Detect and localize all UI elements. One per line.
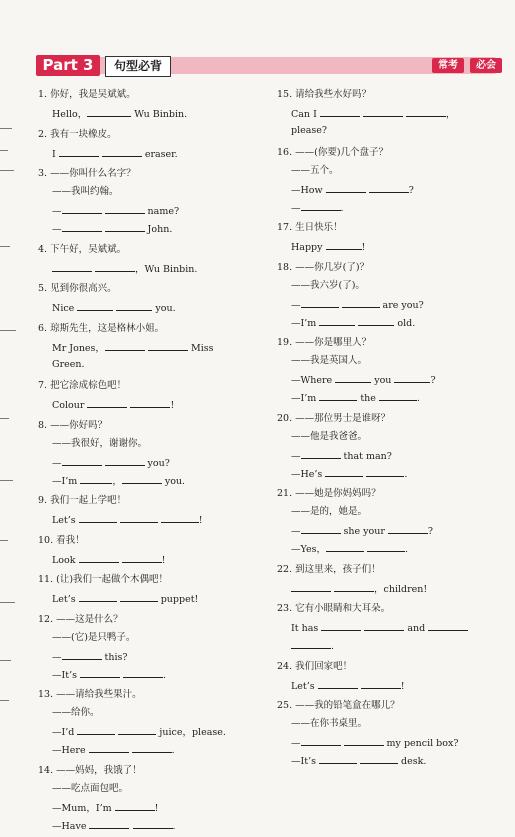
line-text: Look: [52, 554, 79, 566]
question-prompt: [38, 571, 266, 589]
answer-line: [277, 237, 502, 255]
answer-line: [38, 629, 266, 647]
fill-blank: [301, 521, 341, 534]
line-text: 18. ——你几岁(了)？: [277, 261, 370, 273]
fill-blank: [105, 453, 145, 466]
fill-blank: [366, 464, 404, 477]
answer-line: [277, 751, 502, 769]
line-text: ——我叫约翰。: [52, 186, 119, 197]
question-item: [277, 219, 502, 255]
line-text: .: [340, 202, 344, 214]
question-prompt: [38, 492, 266, 510]
question-item: [38, 280, 266, 316]
question-prompt: [277, 600, 502, 618]
line-text: Let’s: [52, 594, 79, 605]
question-item: [38, 686, 266, 758]
line-text: —: [291, 299, 301, 311]
line-text: 9. 我们一起上学吧！: [38, 495, 127, 506]
question-prompt: [277, 144, 502, 162]
question-prompt: [38, 280, 266, 298]
question-prompt: [38, 377, 266, 395]
fill-blank: [394, 370, 430, 383]
line-text: 10. 看我！: [38, 534, 85, 546]
answer-line: [38, 219, 266, 237]
line-text: 14. ——妈妈，我饿了！: [38, 764, 142, 776]
answer-line: [277, 539, 502, 557]
answer-line: [38, 453, 266, 471]
answer-line: [38, 144, 266, 162]
line-text: —I’m: [291, 317, 320, 329]
line-text: —How: [291, 184, 326, 196]
line-text: !: [400, 680, 405, 692]
answer-line: [277, 579, 502, 597]
line-text: ——给你。: [52, 707, 100, 718]
question-prompt: [277, 658, 502, 676]
answer-line: [38, 259, 266, 277]
line-text: the: [357, 393, 379, 404]
question-prompt: [38, 532, 266, 550]
fill-blank: [115, 798, 155, 811]
line-text: !: [161, 554, 166, 566]
answer-line: [277, 733, 502, 751]
line-text: eraser.: [141, 148, 178, 160]
answer-line: [277, 618, 502, 636]
fill-blank: [87, 395, 127, 408]
line-text: ，: [112, 475, 122, 487]
line-text: .: [163, 669, 167, 681]
line-text: 2. 我有一块橡皮。: [38, 128, 117, 140]
line-text: ?: [408, 184, 414, 196]
fill-blank: [406, 104, 446, 117]
answer-line: [277, 446, 502, 464]
line-text: !: [170, 400, 175, 411]
line-text: —: [291, 526, 301, 537]
line-text: —Mum，I’m: [52, 802, 115, 814]
line-text: .: [404, 544, 409, 555]
line-text: 23. 它有小眼睛和大耳朵。: [277, 603, 391, 614]
line-text: —Here: [52, 745, 89, 756]
question-item: [38, 86, 266, 122]
fill-blank: [89, 740, 129, 753]
line-text: please?: [291, 125, 327, 136]
line-text: she your: [340, 526, 388, 537]
fill-blank: [319, 751, 357, 764]
part-label: Part 3: [36, 55, 100, 76]
answer-line: [38, 589, 266, 607]
fill-blank: [291, 579, 331, 592]
line-text: —: [52, 206, 62, 217]
line-text: old.: [394, 317, 416, 329]
fill-blank: [161, 510, 199, 523]
fill-blank: [318, 676, 358, 689]
question-prompt: [38, 86, 266, 104]
line-text: 6. 琼斯先生，这是格林小姐。: [38, 322, 165, 334]
right-column: [277, 86, 502, 773]
line-text: —It’s: [291, 756, 319, 767]
line-text: Wu Binbin.: [131, 109, 188, 120]
question-item: [277, 658, 502, 694]
answer-line: [38, 816, 266, 834]
fill-blank: [335, 370, 371, 383]
line-text: my pencil box?: [383, 738, 459, 749]
line-text: 21. ——她是你妈妈吗？: [277, 488, 381, 499]
line-text: Can I: [291, 109, 320, 120]
line-text: 22. 到这里来，孩子们！: [277, 563, 381, 575]
fill-blank: [130, 395, 170, 408]
line-text: !: [154, 802, 159, 814]
answer-line: [277, 198, 502, 216]
line-text: .: [172, 820, 176, 832]
binding-edge: [0, 0, 26, 728]
fill-blank: [102, 144, 142, 157]
fill-blank: [79, 589, 117, 602]
line-text: ?: [430, 375, 436, 386]
line-text: 24. 我们回家吧！: [277, 660, 353, 672]
answer-line: [277, 352, 502, 370]
line-text: ——五个。: [291, 164, 339, 176]
question-prompt: [277, 259, 502, 277]
line-text: ?: [427, 526, 434, 537]
answer-line: [38, 704, 266, 722]
answer-line: [277, 295, 502, 313]
answer-line: [277, 428, 502, 446]
answer-line: [277, 503, 502, 521]
question-prompt: [277, 485, 502, 503]
line-text: —: [52, 651, 62, 663]
fill-blank: [301, 733, 341, 746]
question-item: [277, 259, 502, 331]
line-text: ——他是我爸爸。: [291, 430, 368, 442]
fill-blank: [89, 816, 129, 829]
question-prompt: [38, 762, 266, 780]
line-text: —: [291, 202, 301, 214]
answer-line: [38, 510, 266, 528]
fill-blank: [325, 464, 363, 477]
line-text: ——我很好，谢谢你。: [52, 437, 148, 449]
question-item: [277, 410, 502, 482]
line-text: 8. ——你好吗？: [38, 419, 108, 431]
answer-line: [38, 550, 266, 568]
fill-blank: [120, 589, 158, 602]
answer-line: [277, 122, 502, 140]
answer-line: [38, 104, 266, 122]
question-item: [277, 561, 502, 597]
fill-blank: [367, 539, 405, 552]
line-text: 17. 生日快乐！: [277, 222, 343, 233]
fill-blank: [122, 471, 162, 484]
answer-line: [277, 370, 502, 388]
answer-line: [277, 180, 502, 198]
fill-blank: [342, 295, 380, 308]
fill-blank: [59, 144, 99, 157]
fill-blank: [52, 259, 92, 272]
question-prompt: [277, 410, 502, 428]
line-text: you.: [161, 475, 186, 487]
fill-blank: [80, 471, 112, 484]
answer-line: [38, 298, 266, 316]
line-text: ，Wu Binbin.: [135, 263, 198, 275]
line-text: ——吃点面包吧。: [52, 782, 129, 794]
line-text: ——我是英国人。: [291, 355, 368, 366]
tag-common: 常考: [432, 58, 464, 73]
line-text: Mr Jones，: [52, 342, 105, 354]
line-text: —He’s: [291, 468, 326, 480]
question-prompt: [38, 686, 266, 704]
fill-blank: [148, 338, 188, 351]
line-text: 4. 下午好，吴斌斌。: [38, 243, 127, 255]
fill-blank: [301, 198, 341, 211]
line-text: I: [52, 148, 59, 160]
fill-blank: [79, 510, 117, 523]
line-text: 20. ——那位男士是谁呀？: [277, 412, 391, 424]
line-text: John.: [144, 224, 173, 235]
answer-line: [38, 201, 266, 219]
question-item: [38, 165, 266, 237]
answer-line: [38, 740, 266, 758]
answer-line: [38, 780, 266, 798]
fill-blank: [120, 510, 158, 523]
line-text: 12. ——这是什么？: [38, 613, 123, 625]
answer-line: [277, 464, 502, 482]
line-text: 16. ——(你要)几个盘子？: [277, 146, 389, 158]
line-text: !: [198, 515, 203, 526]
line-text: —I’m: [291, 393, 320, 404]
fill-blank: [369, 180, 409, 193]
question-prompt: [38, 417, 266, 435]
line-text: .: [331, 641, 335, 652]
answer-line: [277, 636, 502, 654]
line-text: It has: [291, 623, 322, 634]
line-text: —I’m: [52, 475, 81, 487]
fill-blank: [62, 219, 102, 232]
line-text: juice，please.: [156, 727, 226, 738]
answer-line: [38, 356, 266, 374]
line-text: that man?: [340, 450, 392, 462]
line-text: Happy: [291, 242, 326, 253]
line-text: you: [371, 375, 395, 386]
fill-blank: [326, 180, 366, 193]
fill-blank: [62, 453, 102, 466]
section-header: [36, 55, 496, 77]
line-text: ——我六岁(了)。: [291, 279, 365, 291]
answer-line: [38, 798, 266, 816]
fill-blank: [132, 740, 172, 753]
answer-line: [277, 715, 502, 733]
question-item: [38, 377, 266, 413]
fill-blank: [301, 295, 339, 308]
fill-blank: [291, 636, 331, 649]
line-text: Nice: [52, 303, 78, 314]
fill-blank: [363, 104, 403, 117]
line-text: .: [171, 745, 175, 756]
question-item: [38, 241, 266, 277]
fill-blank: [364, 618, 404, 631]
line-text: 19. ——你是哪里人？: [277, 337, 372, 348]
line-text: 1. 你好，我是吴斌斌。: [38, 89, 136, 100]
line-text: —: [52, 224, 62, 235]
question-item: [38, 762, 266, 834]
line-text: —: [52, 457, 62, 469]
line-text: —Yes，: [291, 544, 326, 555]
fill-blank: [122, 550, 162, 563]
question-prompt: [38, 611, 266, 629]
question-prompt: [277, 697, 502, 715]
answer-line: [38, 665, 266, 683]
question-item: [38, 126, 266, 162]
section-title: 句型必背: [105, 56, 171, 77]
fill-blank: [62, 647, 102, 660]
left-column: [38, 86, 266, 837]
question-prompt: [38, 126, 266, 144]
question-item: [38, 320, 266, 374]
answer-line: [277, 676, 502, 694]
line-text: ，children!: [374, 583, 428, 595]
fill-blank: [301, 446, 341, 459]
fill-blank: [360, 751, 398, 764]
fill-blank: [358, 313, 394, 326]
line-text: ——(它)是只鸭子。: [52, 631, 136, 643]
line-text: Colour: [52, 400, 88, 411]
line-text: name?: [144, 206, 180, 217]
line-text: Let’s: [52, 515, 79, 526]
line-text: 7. 把它涂成棕色吧！: [38, 380, 127, 391]
line-text: Hello，: [52, 109, 88, 120]
answer-line: [277, 104, 502, 122]
fill-blank: [133, 816, 173, 829]
line-text: .: [404, 468, 408, 480]
line-text: 11. (让)我们一起做个木偶吧！: [38, 574, 169, 585]
fill-blank: [87, 104, 131, 117]
fill-blank: [319, 313, 355, 326]
question-prompt: [38, 241, 266, 259]
question-prompt: [38, 320, 266, 338]
fill-blank: [95, 259, 135, 272]
question-prompt: [277, 219, 502, 237]
answer-line: [277, 521, 502, 539]
line-text: puppet!: [157, 594, 199, 605]
answer-line: [277, 162, 502, 180]
answer-line: [277, 388, 502, 406]
fill-blank: [388, 521, 428, 534]
answer-line: [38, 395, 266, 413]
question-prompt: [277, 561, 502, 579]
line-text: you?: [144, 457, 170, 469]
fill-blank: [77, 298, 113, 311]
answer-line: [38, 183, 266, 201]
line-text: 5. 见到你很高兴。: [38, 283, 117, 294]
fill-blank: [344, 733, 384, 746]
answer-line: [38, 722, 266, 740]
question-item: [277, 600, 502, 654]
fill-blank: [105, 338, 145, 351]
line-text: Miss: [187, 342, 214, 354]
fill-blank: [105, 219, 145, 232]
question-item: [277, 144, 502, 216]
line-text: you.: [152, 303, 176, 314]
line-text: desk.: [398, 756, 427, 767]
question-item: [38, 532, 266, 568]
fill-blank: [118, 722, 156, 735]
fill-blank: [319, 388, 357, 401]
line-text: Green.: [52, 358, 85, 370]
line-text: —Where: [291, 375, 336, 386]
question-item: [38, 571, 266, 607]
answer-line: [277, 313, 502, 331]
line-text: this?: [101, 651, 128, 663]
fill-blank: [379, 388, 417, 401]
fill-blank: [123, 665, 163, 678]
line-text: 25. ——我的铅笔盒在哪儿？: [277, 700, 400, 711]
answer-line: [38, 338, 266, 356]
line-text: 13. ——请给我些果汁。: [38, 689, 142, 700]
fill-blank: [321, 618, 361, 631]
answer-line: [38, 471, 266, 489]
question-item: [38, 611, 266, 683]
fill-blank: [62, 201, 102, 214]
fill-blank: [428, 618, 468, 631]
question-prompt: [277, 86, 502, 104]
answer-line: [38, 435, 266, 453]
question-prompt: [38, 165, 266, 183]
tag-must: 必会: [470, 58, 502, 73]
fill-blank: [80, 665, 120, 678]
line-text: 3. ——你叫什么名字？: [38, 168, 136, 179]
line-text: ——是的，她是。: [291, 506, 368, 517]
line-text: and: [404, 623, 429, 634]
fill-blank: [326, 539, 364, 552]
question-item: [277, 86, 502, 140]
line-text: —: [291, 450, 301, 462]
line-text: ——在你书桌里。: [291, 718, 368, 729]
line-text: —I’d: [52, 727, 78, 738]
question-item: [38, 417, 266, 489]
line-text: !: [361, 242, 366, 253]
question-item: [38, 492, 266, 528]
line-text: —Have: [52, 820, 90, 832]
question-item: [277, 697, 502, 769]
line-text: 15. 请给我些水好吗？: [277, 89, 372, 100]
line-text: are you?: [379, 299, 424, 311]
fill-blank: [79, 550, 119, 563]
fill-blank: [361, 676, 401, 689]
line-text: ，: [445, 109, 456, 120]
fill-blank: [116, 298, 152, 311]
fill-blank: [77, 722, 115, 735]
line-text: —: [291, 738, 301, 749]
answer-line: [38, 647, 266, 665]
line-text: .: [416, 393, 420, 404]
question-item: [277, 485, 502, 557]
question-prompt: [277, 334, 502, 352]
fill-blank: [334, 579, 374, 592]
fill-blank: [326, 237, 362, 250]
fill-blank: [105, 201, 145, 214]
fill-blank: [320, 104, 360, 117]
line-text: —It’s: [52, 669, 80, 681]
question-item: [277, 334, 502, 406]
line-text: Let’s: [291, 680, 318, 692]
answer-line: [277, 277, 502, 295]
